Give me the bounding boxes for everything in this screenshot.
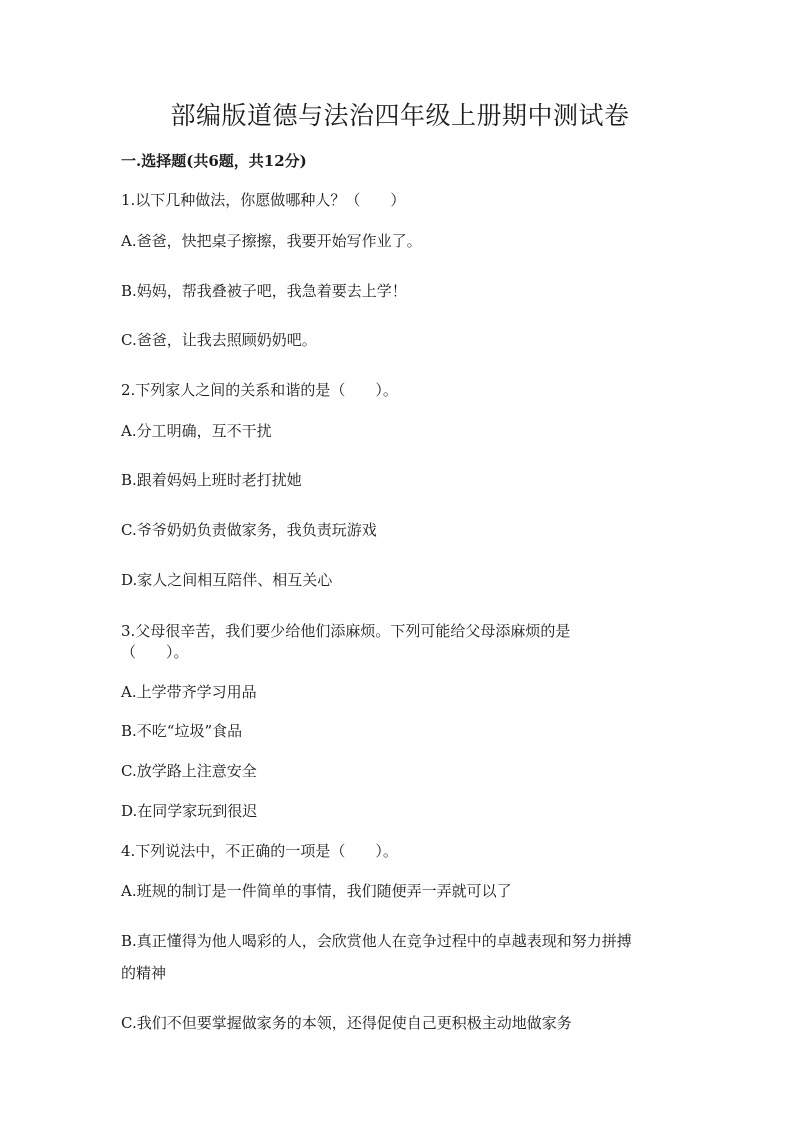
question-2-option-c: C.爷爷奶奶负责做家务，我负责玩游戏 xyxy=(121,521,377,539)
page-title: 部编版道德与法治四年级上册期中测试卷 xyxy=(170,101,630,130)
question-2-option-d: D.家人之间相互陪伴、相互关心 xyxy=(121,571,333,589)
question-4-option-b-continued: 的精神 xyxy=(121,964,167,982)
question-1-option-a: A.爸爸，快把桌子擦擦，我要开始写作业了。 xyxy=(121,232,422,250)
question-3-option-d: D.在同学家玩到很迟 xyxy=(121,802,258,820)
question-4-option-b: B.真正懂得为他人喝彩的人，会欣赏他人在竞争过程中的卓越表现和努力拼搏 xyxy=(121,932,632,950)
question-1-option-c: C.爸爸，让我去照顾奶奶吧。 xyxy=(121,331,317,349)
section-heading: 一.选择题(共6题，共12分) xyxy=(121,152,307,170)
question-3-stem-line1: 3.父母很辛苦，我们要少给他们添麻烦。下列可能给父母添麻烦的是 xyxy=(121,622,571,640)
question-3-option-b: B.不吃“垃圾”食品 xyxy=(121,722,243,740)
question-2-stem: 2.下列家人之间的关系和谐的是（ ）。 xyxy=(121,381,398,399)
question-4-stem: 4.下列说法中，不正确的一项是（ ）。 xyxy=(121,842,398,860)
question-4-option-a: A.班规的制订是一件简单的事情，我们随便弄一弄就可以了 xyxy=(121,882,512,900)
question-3-option-a: A.上学带齐学习用品 xyxy=(121,683,257,701)
question-4-option-c: C.我们不但要掌握做家务的本领，还得促使自己更积极主动地做家务 xyxy=(121,1014,572,1032)
question-1-stem: 1.以下几种做法，你愿做哪种人？（ ） xyxy=(121,191,406,209)
question-3-option-c: C.放学路上注意安全 xyxy=(121,762,257,780)
question-2-option-b: B.跟着妈妈上班时老打扰她 xyxy=(121,471,302,489)
question-2-option-a: A.分工明确，互不干扰 xyxy=(121,422,272,440)
question-1-option-b: B.妈妈，帮我叠被子吧，我急着要去上学！ xyxy=(121,282,407,300)
question-3-stem-line2: （ ）。 xyxy=(121,643,189,661)
